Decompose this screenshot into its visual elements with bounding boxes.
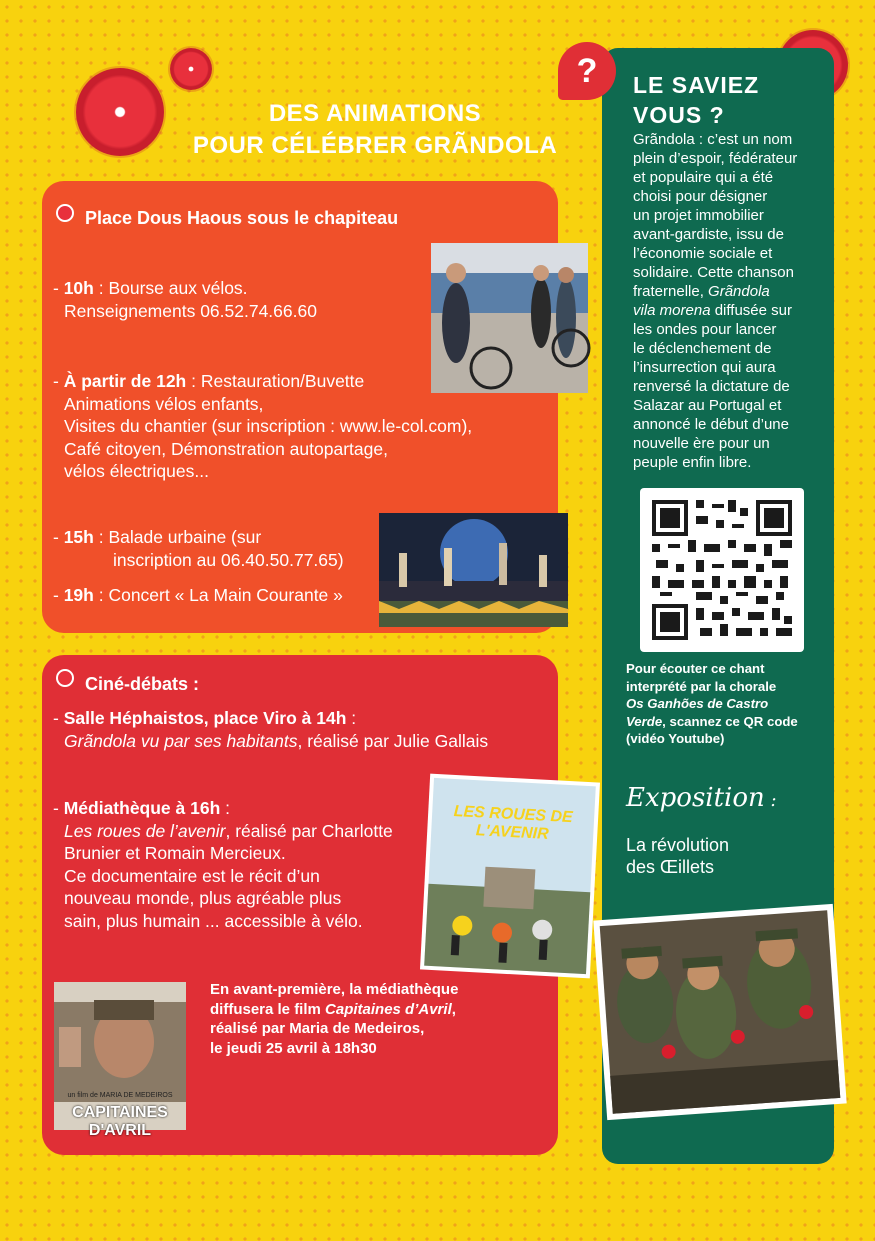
comma: ,	[451, 1000, 456, 1018]
film-title: Grãndola vu par ses habitants	[64, 730, 298, 751]
exposition-heading	[626, 783, 777, 813]
page-title	[150, 98, 600, 162]
preview-announcement	[210, 980, 550, 1058]
paragraph-line: Salazar au Portugal et	[633, 397, 782, 414]
film-line: Ce documentaire est le récit d’un	[64, 865, 320, 886]
event-line: Visites du chantier (sur inscription : www.le-col.com),	[64, 416, 473, 436]
cine-venue: Médiathèque à 16h	[63, 798, 221, 818]
dash: -	[53, 585, 64, 605]
poster-subtitle: un film de MARIA DE MEDEIROS	[67, 1092, 173, 1099]
colon: :	[764, 790, 777, 811]
dash: -	[53, 527, 64, 547]
event-text: : Restauration/Buvette	[186, 371, 365, 391]
heading-line: LE SAVIEZ	[633, 72, 760, 98]
cine-item-16h	[53, 797, 433, 932]
sidebar-paragraph	[633, 130, 828, 472]
caption-line: Pour écouter ce chant	[626, 661, 765, 676]
section-heading: Place Dous Haous sous le chapiteau	[85, 208, 399, 228]
paragraph-line: choisi pour désigner	[633, 188, 768, 205]
paragraph-line: renversé la dictature de	[633, 378, 790, 395]
event-time: 15h	[63, 527, 94, 547]
paragraph-line: peuple enfin libre.	[633, 454, 752, 471]
event-text: : Bourse aux vélos.	[93, 278, 248, 298]
dash: -	[53, 798, 64, 818]
les-roues-poster	[420, 774, 600, 979]
song-title: Grãndola	[708, 283, 770, 300]
event-phone: Renseignements 06.52.74.66.60	[64, 300, 317, 321]
title-line-1: DES ANIMATIONS	[268, 100, 482, 127]
film-line: sain, plus humain ... accessible à vélo.	[64, 910, 363, 931]
event-line: Café citoyen, Démonstration autopartage,	[64, 438, 388, 459]
title-line-2: POUR CÉLÉBRER GRÃNDOLA	[192, 132, 558, 159]
event-time: À partir de 12h	[63, 371, 187, 391]
preview-line: réalisé par Maria de Medeiros,	[210, 1020, 425, 1037]
youtube-qr-code[interactable]	[640, 488, 804, 652]
question-mark: ?	[576, 52, 598, 90]
event-item-10h	[53, 277, 433, 322]
preview-date: le jeudi 25 avril à 18h30	[210, 1039, 377, 1057]
colon: :	[346, 708, 357, 728]
film-title: Les roues de l’avenir	[64, 820, 226, 841]
film-line: Brunier et Romain Mercieux.	[64, 843, 286, 863]
paragraph-line: Grãndola : c’est un nom	[633, 131, 793, 148]
paragraph-line: un projet immobilier	[633, 207, 764, 224]
section-heading: Ciné-débats :	[85, 674, 200, 694]
event-text: : Balade urbaine (sur	[93, 527, 262, 547]
event-item-15h	[53, 526, 383, 571]
colon: :	[220, 798, 231, 818]
qr-caption	[626, 660, 836, 748]
carnation-flower-icon	[170, 48, 212, 90]
event-line: vélos électriques...	[64, 461, 209, 481]
paragraph-line: nouvelle ère pour un	[633, 435, 770, 452]
paragraph-line: annoncé le début d’une	[633, 416, 789, 433]
flower-bullet-icon	[56, 669, 74, 687]
song-title: vila morena	[633, 302, 711, 319]
exposition-line: des Œillets	[626, 857, 715, 877]
sidebar-heading	[633, 70, 759, 130]
preview-line: diffusera le film	[210, 1000, 326, 1018]
film-credit: , réalisé par Julie Gallais	[297, 730, 489, 751]
flower-bullet-icon	[56, 204, 74, 222]
caption-line: (vidéo Youtube)	[626, 731, 725, 746]
event-item-19h	[53, 584, 383, 607]
poster-title: LES ROUES DE L'AVENIR	[453, 802, 574, 843]
dash: -	[53, 708, 64, 728]
exposition-subtitle	[626, 834, 729, 878]
capitaines-poster	[54, 982, 186, 1139]
exposition-line: La révolution	[626, 835, 730, 855]
heading-line: VOUS ?	[633, 102, 725, 128]
caption-line: , scannez ce QR code	[662, 713, 798, 729]
event-time: 19h	[63, 585, 94, 605]
paragraph-line: plein d’espoir, fédérateur	[633, 150, 798, 167]
preview-line: En avant-première, la médiathèque	[210, 981, 459, 998]
paragraph-line: avant-gardiste, issu de	[633, 226, 784, 243]
film-line: nouveau monde, plus agréable plus	[64, 888, 342, 908]
dash: -	[53, 278, 64, 298]
choir-name: Os Ganhões de Castro	[626, 696, 769, 711]
event-text: : Concert « La Main Courante »	[93, 585, 343, 605]
cine-venue: Salle Héphaistos, place Viro à 14h	[63, 708, 347, 728]
concert-photo	[379, 513, 568, 627]
choir-name: Verde	[626, 713, 663, 729]
event-item-12h	[53, 370, 553, 483]
cine-item-14h	[53, 707, 553, 752]
film-title: Capitaines d’Avril	[325, 1000, 452, 1018]
carnation-revolution-photo	[593, 904, 846, 1120]
caption-line: interprété par la chorale	[626, 678, 777, 694]
event-line: Animations vélos enfants,	[64, 393, 264, 414]
paragraph-line: les ondes pour lancer	[633, 321, 777, 338]
question-bubble-icon	[558, 42, 616, 100]
exposition-title: Exposition	[626, 783, 765, 813]
film-credit: , réalisé par Charlotte	[225, 820, 393, 841]
paragraph-line: fraternelle,	[633, 283, 709, 300]
paragraph-line: l’économie sociale et	[633, 245, 773, 262]
poster-title: CAPITAINES D'AVRIL	[72, 1104, 168, 1139]
event-time: 10h	[63, 278, 94, 298]
paragraph-line: diffusée sur	[710, 302, 792, 319]
paragraph-line: le déclenchement de	[633, 340, 772, 357]
paragraph-line: et populaire qui a été	[633, 169, 774, 186]
paragraph-line: solidaire. Cette chanson	[633, 264, 794, 281]
event-phone: inscription au 06.40.50.77.65)	[113, 549, 344, 570]
dash: -	[53, 371, 64, 391]
paragraph-line: l’insurrection qui aura	[633, 359, 776, 376]
